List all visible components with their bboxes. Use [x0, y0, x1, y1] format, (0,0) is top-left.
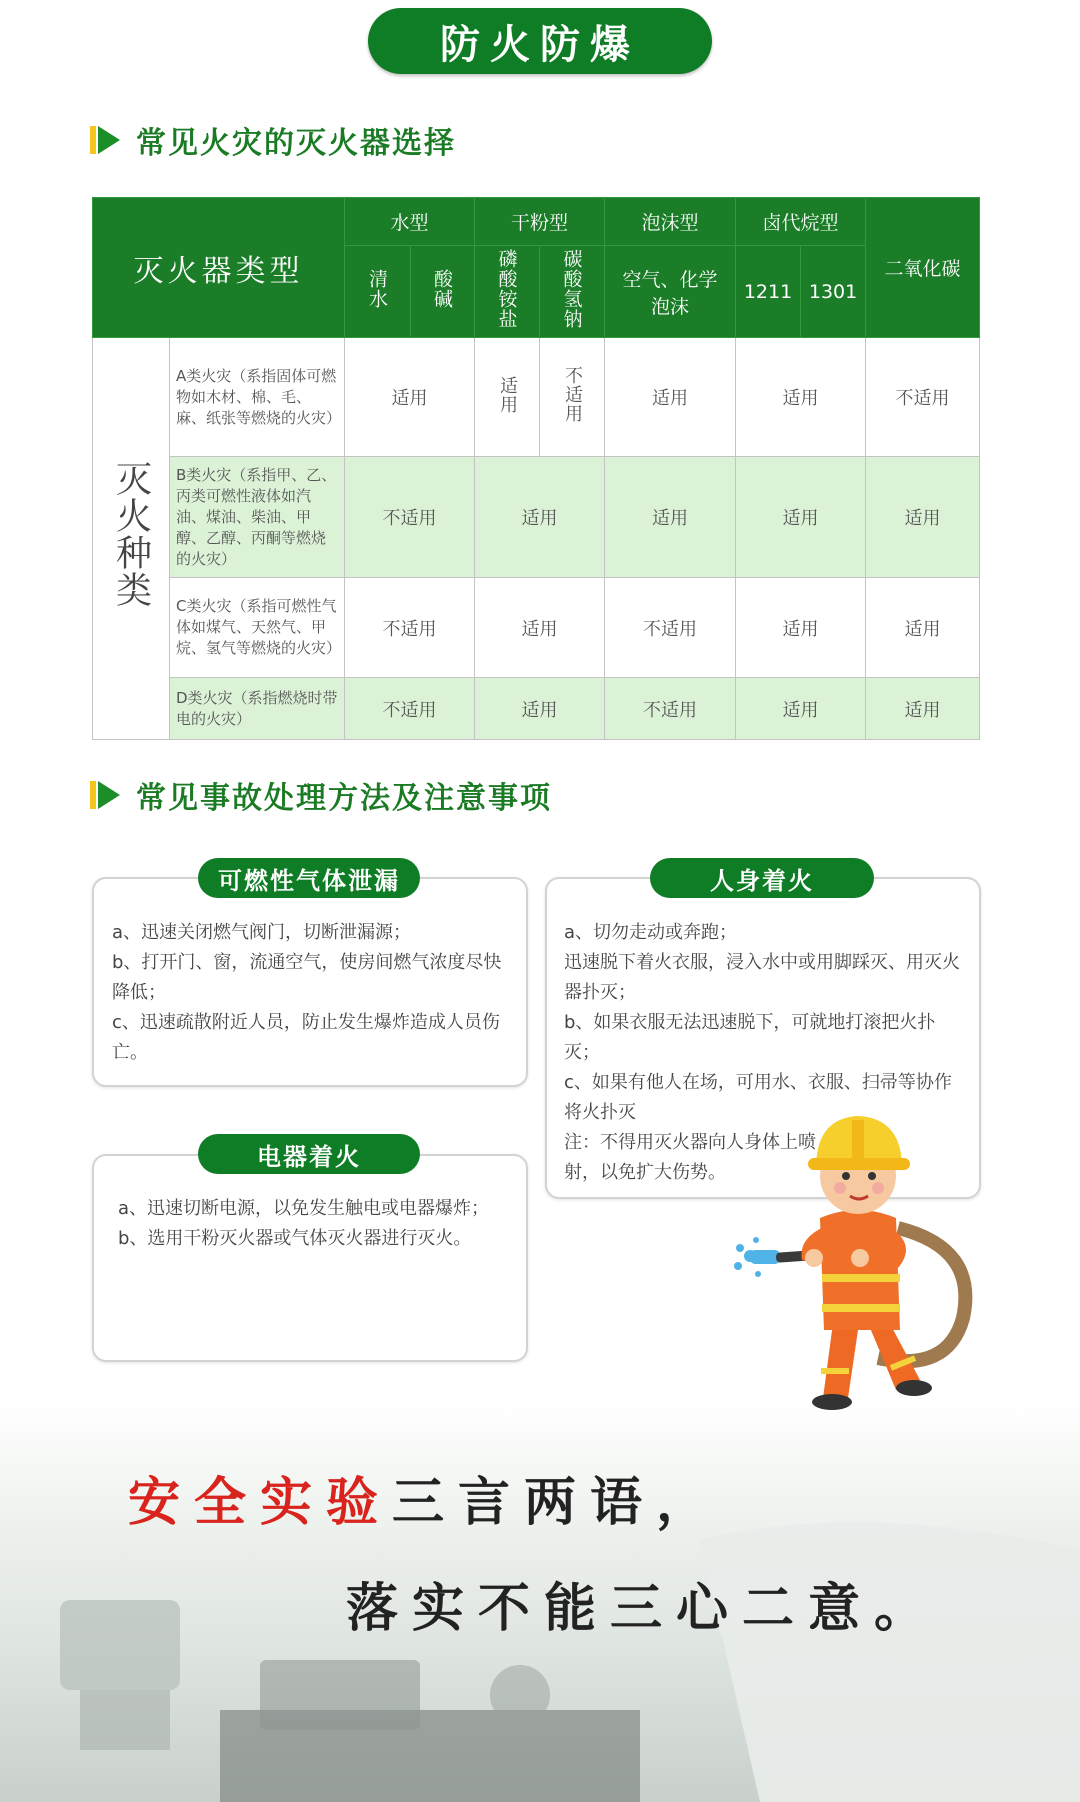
sub-1301: 1301 [801, 246, 866, 338]
row-c-water: 不适用 [345, 578, 475, 678]
electric-fire-title: 电器着火 [198, 1134, 420, 1174]
sub-clear-water: 清水 [345, 246, 411, 338]
table-row [93, 678, 980, 740]
page-title: 防火防爆 [368, 8, 712, 74]
row-a-dry2: 不适用 [540, 338, 605, 457]
row-a-foam: 适用 [605, 338, 736, 457]
group-halon: 卤代烷型 [736, 198, 866, 246]
row-d-halon: 适用 [736, 678, 866, 740]
row-a-water: 适用 [345, 338, 475, 457]
category-label: 灭火种类 [93, 338, 170, 740]
gas-leak-title: 可燃性气体泄漏 [198, 858, 420, 898]
slogan-line-2: 落实不能三心二意。 [346, 1578, 941, 1639]
table-row [93, 457, 980, 578]
row-a-co2: 不适用 [866, 338, 980, 457]
body-fire-body: a、切勿走动或奔跑； 迅速脱下着火衣服，浸入水中或用脚踩灭、用灭火器扑灭； b、如果衣服无法迅速脱下，可就地打滚把火扑灭； c、如果有他人在场，可用水、衣服、扫帚等协作将火扑灭 注：不得用灭火器向人身体上喷射，以免扩大伤势。 [564, 922, 960, 1183]
group-co2: 二氧化碳 [866, 198, 980, 338]
group-foam: 泡沫型 [605, 198, 736, 246]
section-accident-heading [98, 773, 552, 817]
row-d-dry: 适用 [475, 678, 605, 740]
electric-fire-box [92, 1154, 528, 1362]
sub-foam: 空气、化学泡沫 [605, 246, 736, 338]
row-c-desc: C类火灾（系指可燃性气体如煤气、天然气、甲烷、氢气等燃烧的火灾） [170, 578, 345, 678]
slogan-red-part: 安全实验 [128, 1472, 393, 1533]
row-a-dry1: 适用 [475, 338, 540, 457]
row-b-foam: 适用 [605, 457, 736, 578]
row-b-water: 不适用 [345, 457, 475, 578]
arrow-bullet-icon [98, 781, 120, 809]
slogan-dark-part: 三言两语， [392, 1472, 723, 1533]
arrow-bullet-icon [98, 126, 120, 154]
row-b-halon: 适用 [736, 457, 866, 578]
row-d-foam: 不适用 [605, 678, 736, 740]
slogan-line-1 [128, 1460, 722, 1535]
sub-ammonium-phosphate: 磷酸铵盐 [475, 246, 540, 338]
row-d-water: 不适用 [345, 678, 475, 740]
row-b-desc: B类火灾（系指甲、乙、丙类可燃性液体如汽油、煤油、柴油、甲醇、乙醇、丙酮等燃烧的火灾） [170, 457, 345, 578]
row-c-co2: 适用 [866, 578, 980, 678]
sub-sodium-bicarbonate: 碳酸氢钠 [540, 246, 605, 338]
sub-acid-alkali: 酸碱 [411, 246, 475, 338]
table-row [93, 338, 980, 457]
row-a-halon: 适用 [736, 338, 866, 457]
table-row [93, 578, 980, 678]
row-c-dry: 适用 [475, 578, 605, 678]
type-header: 灭火器类型 [93, 198, 345, 338]
section-extinguisher-title: 常见火灾的灭火器选择 [136, 126, 456, 161]
row-a-desc: A类火灾（系指固体可燃物如木材、棉、毛、麻、纸张等燃烧的火灾） [170, 338, 345, 457]
body-fire-title: 人身着火 [650, 858, 874, 898]
firefighter-icon [728, 1098, 988, 1418]
group-water: 水型 [345, 198, 475, 246]
row-c-foam: 不适用 [605, 578, 736, 678]
section-accident-title: 常见事故处理方法及注意事项 [136, 781, 552, 816]
row-d-co2: 适用 [866, 678, 980, 740]
group-dry-powder: 干粉型 [475, 198, 605, 246]
row-b-dry: 适用 [475, 457, 605, 578]
section-extinguisher-heading [98, 118, 456, 162]
row-c-halon: 适用 [736, 578, 866, 678]
row-d-desc: D类火灾（系指燃烧时带电的火灾） [170, 678, 345, 740]
gas-leak-body: a、迅速关闭燃气阀门，切断泄漏源； b、打开门、窗，流通空气，使房间燃气浓度尽快降低； c、迅速疏散附近人员，防止发生爆炸造成人员伤亡。 [112, 922, 502, 1063]
electric-fire-body: a、迅速切断电源，以免发生触电或电器爆炸； b、选用干粉灭火器或气体灭火器进行灭火。 [118, 1198, 490, 1249]
sub-1211: 1211 [736, 246, 801, 338]
row-b-co2: 适用 [866, 457, 980, 578]
extinguisher-selection-table [92, 197, 980, 740]
